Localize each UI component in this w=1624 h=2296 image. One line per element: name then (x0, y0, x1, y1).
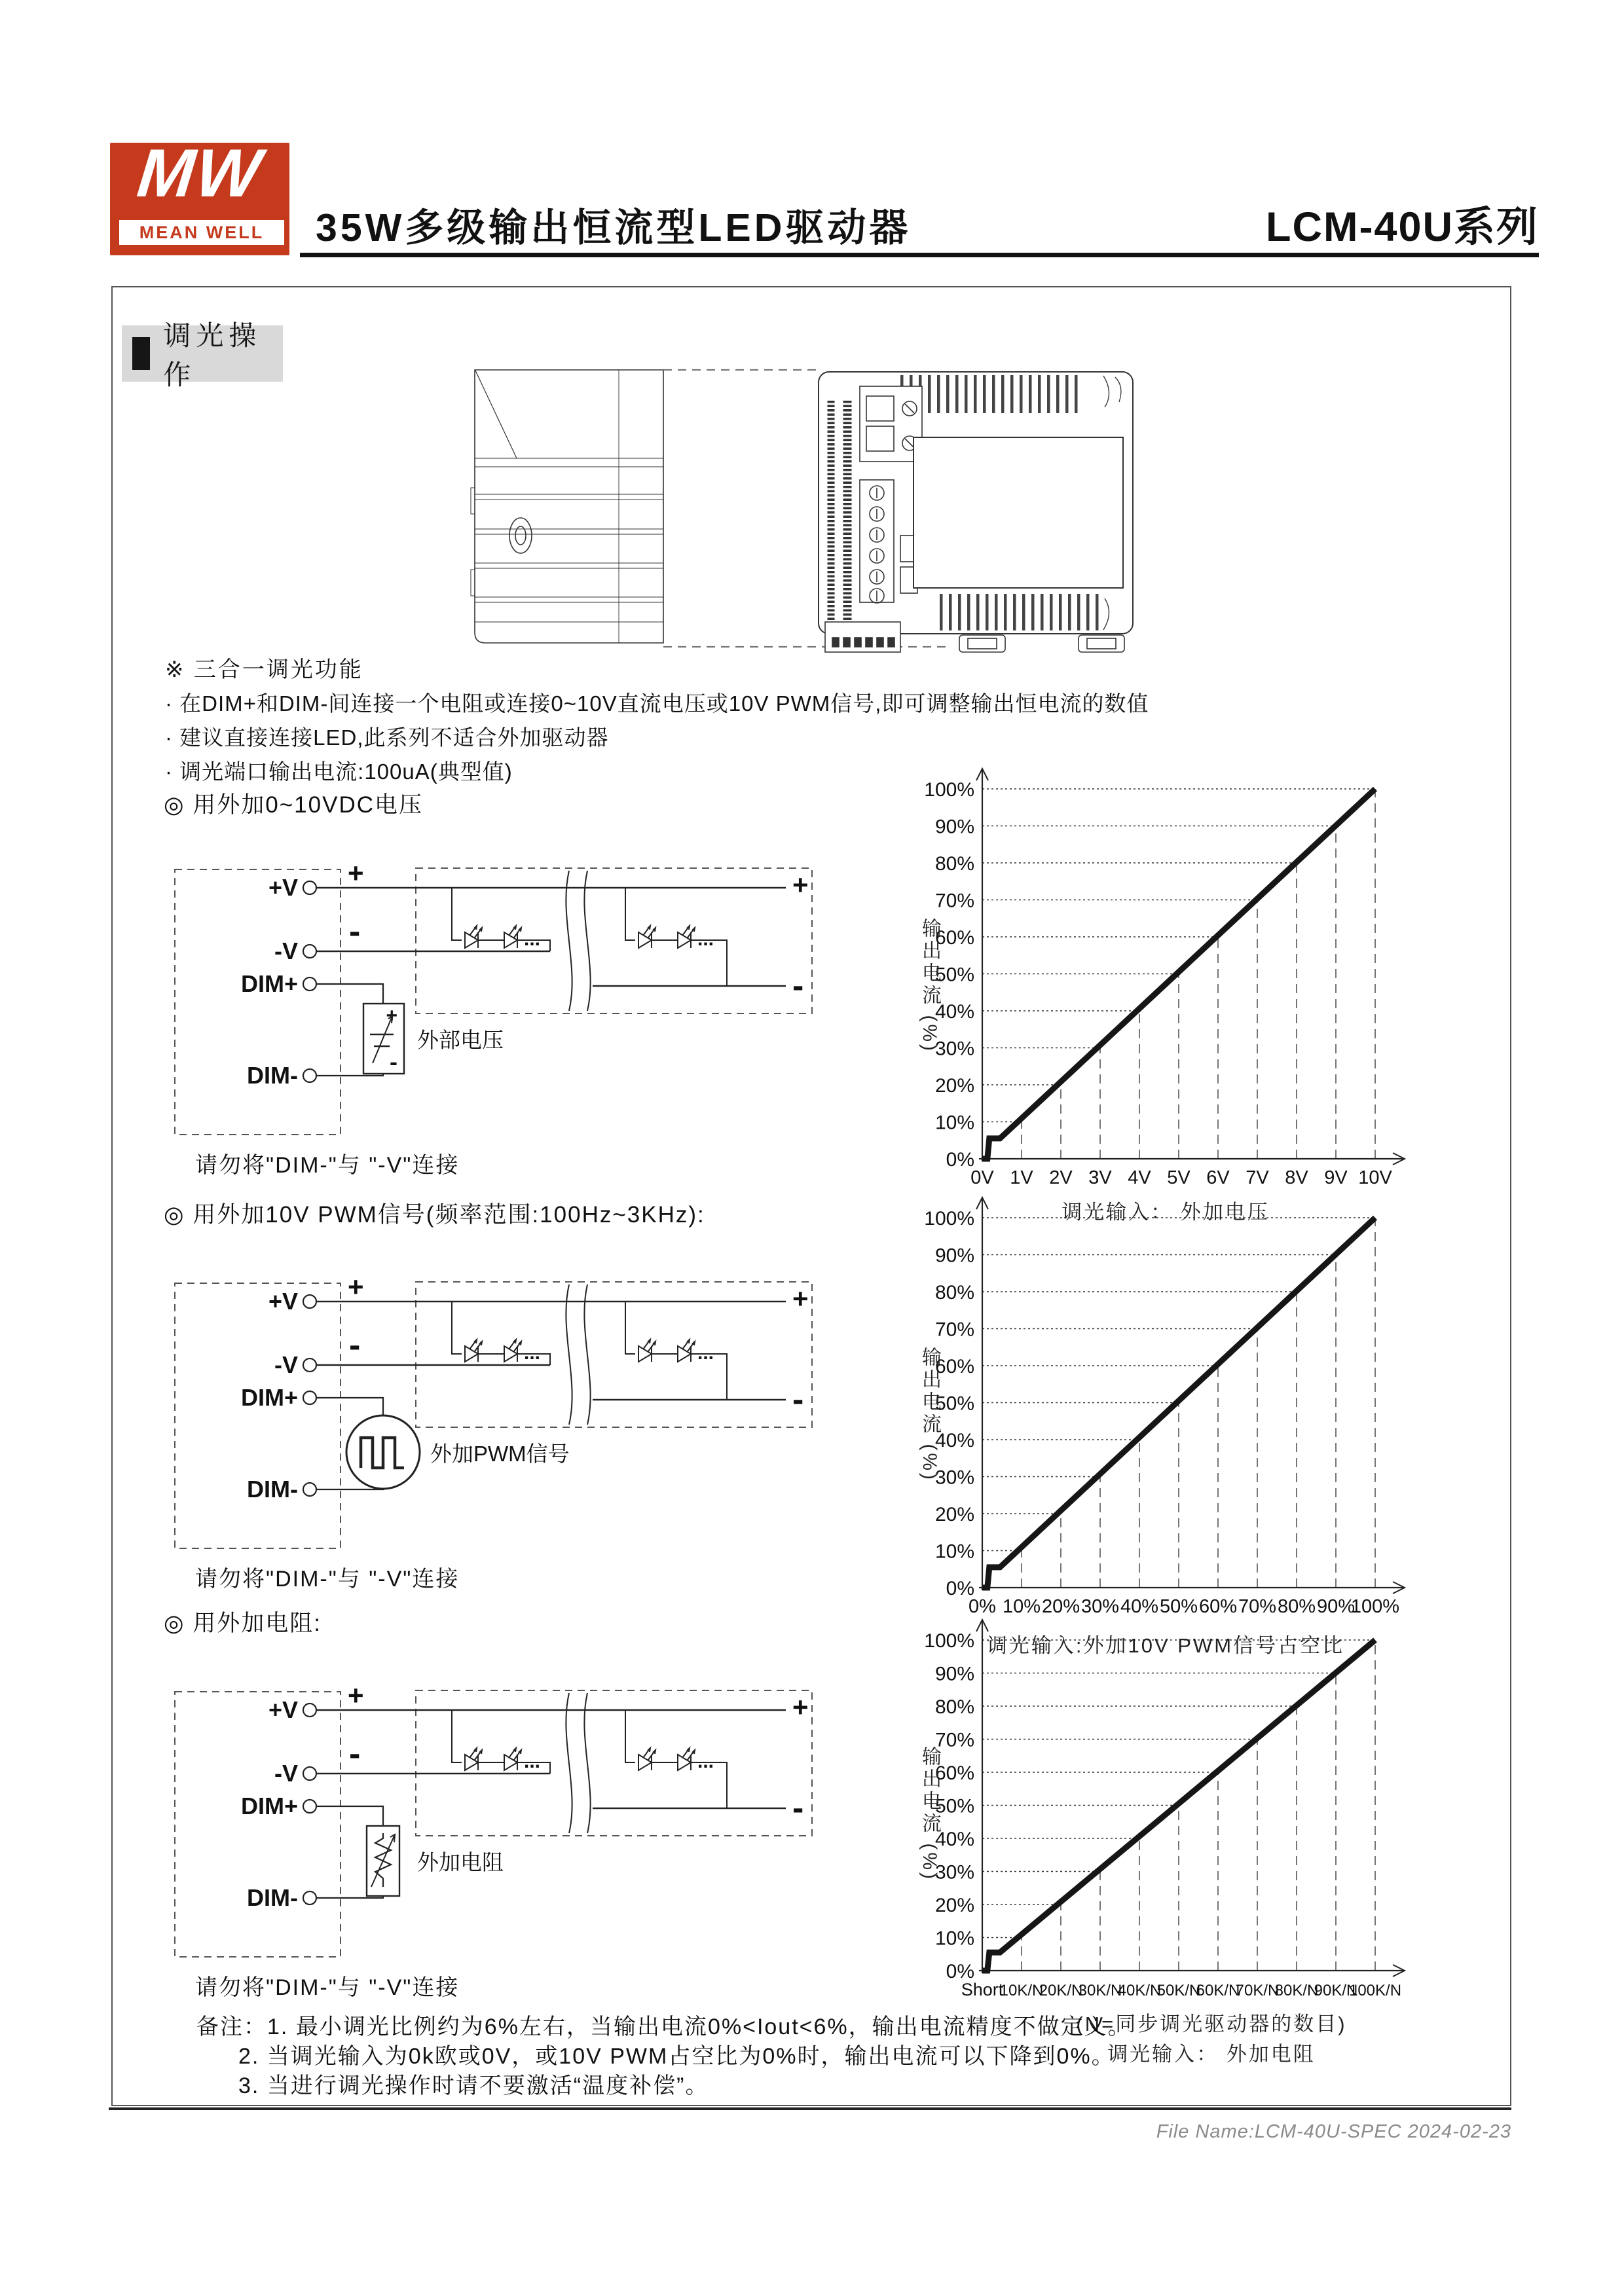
y-tick-label: 90% (934, 1663, 974, 1685)
x-tick-label: 1V (1010, 1167, 1033, 1188)
note-num: 1. (267, 2014, 289, 2039)
y-tick-label: 50% (934, 1393, 974, 1415)
y-axis-label: 输出电流 (%) (919, 1745, 940, 1882)
y-tick-label: 100% (924, 1630, 974, 1652)
terminal-DIM+ (303, 1391, 316, 1404)
terminal-label: +V (268, 1288, 298, 1315)
section-heading-resistor: ◎ 用外加电阻: (164, 1611, 322, 1636)
series-name: LCM-40U系列 (1265, 204, 1539, 250)
led-icon (678, 926, 695, 948)
circuit-diagram-voltage (167, 863, 822, 1141)
dip-switch (825, 622, 900, 652)
intro-bullet: · 调光端口输出电流:100uA(典型值) (165, 759, 513, 784)
intro-bullet: · 在DIM+和DIM-间连接一个电阻或连接0~10V直流电压或10V PWM信号,即可调整输出恒电流的数值 (165, 691, 1149, 716)
led-icon (638, 1748, 655, 1770)
source-label: 外部电压 (417, 1028, 504, 1052)
terminal-DIM+ (303, 977, 316, 991)
frame-bottom-rule (109, 2107, 1511, 2110)
driver-outline (175, 869, 341, 1135)
led-icon (465, 1748, 482, 1770)
y-tick-label: 80% (934, 1696, 974, 1718)
y-tick-label: 0% (946, 1578, 974, 1599)
y-tick-label: 90% (934, 816, 974, 838)
terminal-label: DIM+ (240, 1384, 298, 1411)
y-tick-label: 30% (934, 1861, 974, 1884)
section-heading-pwm: ◎ 用外加10V PWM信号(频率范围:100Hz~3KHz): (164, 1202, 705, 1228)
terminal--V (303, 1358, 316, 1372)
x-tick-label: 3V (1088, 1167, 1112, 1188)
y-tick-label: 20% (934, 1075, 974, 1097)
svg-text:...: ... (524, 1751, 541, 1772)
y-tick-label: 80% (934, 1282, 974, 1303)
polarity-minus: - (349, 1326, 361, 1364)
mw-logo-mark: MW (134, 136, 266, 211)
y-tick-label: 10% (934, 1927, 974, 1950)
x-tick-label: 70K/N (1235, 1982, 1280, 1999)
circuit-diagram-resistor (167, 1685, 822, 1963)
y-tick-label: 60% (934, 1356, 974, 1377)
circuit-diagram-pwm (167, 1277, 822, 1555)
x-tick-label: 80% (1277, 1596, 1316, 1617)
source-label: 外加PWM信号 (430, 1442, 570, 1466)
device-drawing (455, 360, 1143, 655)
wire-dim-plus (316, 1806, 383, 1826)
file-name-footer: File Name:LCM-40U-SPEC 2024-02-23 (1156, 2121, 1511, 2142)
dimming-curve (982, 789, 1375, 1159)
terminal-label: -V (274, 938, 298, 964)
y-axis-label: 输出电流 (%) (919, 1346, 940, 1482)
y-tick-label: 0% (946, 1961, 974, 1982)
chart-caption: 调光输入： 外加电压 (1061, 1201, 1270, 1224)
load-plus: + (792, 1283, 809, 1314)
external-voltage-source-icon (363, 1004, 404, 1074)
y-tick-label: 10% (934, 1112, 974, 1134)
led-icon (504, 1748, 521, 1770)
led-icon (465, 1339, 482, 1362)
y-tick-label: 10% (934, 1540, 974, 1563)
x-tick-label: 8V (1285, 1167, 1308, 1188)
terminal-DIM- (303, 1891, 316, 1904)
section-heading-vdc: ◎ 用外加0~10VDC电压 (164, 792, 423, 818)
svg-text:...: ... (697, 928, 714, 950)
x-tick-label: 20% (1041, 1596, 1080, 1617)
terminal--V (303, 945, 316, 958)
y-tick-label: 90% (934, 1245, 974, 1267)
led-icon (678, 1339, 695, 1362)
x-tick-label: 9V (1324, 1167, 1348, 1188)
y-tick-label: 100% (924, 1208, 974, 1230)
dimming-curve (982, 1218, 1375, 1588)
svg-text:-: - (390, 1048, 397, 1075)
heatsink-fins (475, 458, 663, 622)
x-tick-label: 40K/N (1117, 1982, 1162, 1999)
note-line (238, 2068, 709, 2100)
led-icon (504, 926, 521, 948)
circuit-caption: 请勿将"DIM-"与 "-V"连接 (195, 1153, 460, 1178)
break-mark (584, 1693, 590, 1833)
x-tick-label: 2V (1049, 1167, 1073, 1188)
y-tick-label: 80% (934, 853, 974, 875)
tri-mode-heading: ※ 三合一调光功能 (165, 657, 363, 682)
x-tick-label: 7V (1246, 1167, 1269, 1188)
terminal-+V (303, 1704, 316, 1717)
break-mark (566, 1693, 572, 1833)
x-tick-label: 10K/N (999, 1982, 1044, 1999)
intro-bullet: · 建议直接连接LED,此系列不适合外加驱动器 (165, 725, 609, 750)
terminal-label: DIM- (247, 1884, 298, 1911)
led-icon (638, 1339, 655, 1362)
y-tick-label: 70% (934, 1729, 974, 1751)
y-tick-label: 40% (934, 1430, 974, 1451)
load-minus: - (792, 1789, 804, 1827)
x-tick-label: 10V (1358, 1167, 1392, 1188)
x-tick-label: 60K/N (1196, 1982, 1240, 1999)
x-tick-label: Short (961, 1980, 1004, 1999)
x-tick-label: 4V (1128, 1167, 1151, 1188)
y-tick-label: 100% (924, 779, 974, 801)
terminal-label: +V (268, 1696, 298, 1723)
terminal-DIM- (303, 1483, 316, 1496)
terminal-label: DIM- (247, 1476, 298, 1503)
brand-name: MEAN WELL (139, 222, 265, 242)
note-line (238, 2038, 1115, 2070)
terminal-label: +V (268, 874, 298, 901)
x-tick-label: 30K/N (1078, 1982, 1122, 1999)
y-tick-label: 40% (934, 1829, 974, 1850)
notes-label: 备注： (196, 2014, 267, 2039)
note-text: 当进行调光操作时请不要激活“温度补偿”。 (267, 2073, 709, 2098)
chart-caption: 调光输入:外加10V PWM信号占空比 (986, 1634, 1345, 1657)
polarity-minus: - (349, 1735, 361, 1773)
chart-note: (N=同步调光驱动器的数目) (1076, 2013, 1347, 2035)
x-tick-label: 60% (1198, 1596, 1238, 1617)
source-label: 外加电阻 (417, 1850, 504, 1874)
load-plus: + (792, 1692, 809, 1722)
y-tick-label: 60% (934, 927, 974, 949)
x-tick-label: 80K/N (1274, 1982, 1319, 1999)
break-mark (584, 871, 590, 1011)
x-tick-label: 70% (1238, 1596, 1277, 1617)
note-text: 当调光输入为0k欧或0V，或10V PWM占空比为0%时，输出电流可以下降到0%。 (267, 2044, 1115, 2069)
brand-band (119, 220, 284, 245)
svg-text:...: ... (524, 1342, 541, 1364)
load-minus: - (792, 967, 804, 1005)
break-mark (566, 1285, 572, 1425)
y-tick-label: 50% (934, 964, 974, 986)
meanwell-logo (110, 136, 289, 255)
led-icon (465, 926, 482, 948)
x-tick-label: 90% (1316, 1596, 1356, 1617)
dimming-operation-text: 调光操作 (163, 320, 262, 390)
note-line (196, 2009, 1132, 2041)
x-tick-label: 20K/N (1039, 1982, 1083, 1999)
y-tick-label: 0% (946, 1149, 974, 1171)
svg-text:...: ... (697, 1751, 714, 1772)
page-title: 35W多级输出恒流型LED驱动器 (316, 206, 912, 249)
terminal-label: DIM+ (240, 1793, 298, 1819)
y-tick-label: 20% (934, 1504, 974, 1525)
y-tick-label: 30% (934, 1038, 974, 1060)
led-icon (638, 926, 655, 948)
load-plus: + (792, 869, 809, 900)
circuit-caption: 请勿将"DIM-"与 "-V"连接 (195, 1975, 460, 2000)
terminal-label: -V (274, 1760, 298, 1787)
mounting-tab (1079, 635, 1124, 652)
break-mark (584, 1285, 590, 1425)
led-icon (504, 1339, 521, 1362)
y-tick-label: 40% (934, 1001, 974, 1023)
x-tick-label: 50% (1159, 1596, 1198, 1617)
x-tick-label: 6V (1206, 1167, 1230, 1188)
y-tick-label: 60% (934, 1762, 974, 1784)
terminal--V (303, 1767, 316, 1780)
header-rule (300, 253, 1539, 257)
note-num: 2. (238, 2044, 260, 2069)
x-tick-label: 100K/N (1348, 1982, 1402, 1999)
x-tick-label: 50K/N (1156, 1982, 1201, 1999)
dimming-curve-chart-resistor (907, 1601, 1411, 2020)
x-tick-label: 100% (1350, 1596, 1400, 1617)
x-tick-label: 0% (969, 1596, 996, 1617)
wire-dim-plus (316, 984, 383, 1004)
polarity-minus: - (349, 913, 361, 951)
wire-dim-plus (316, 1398, 383, 1417)
note-num: 3. (238, 2073, 260, 2098)
square-bullet-icon (132, 337, 150, 370)
polarity-plus: + (348, 863, 364, 888)
chart-caption: 调光输入： 外加电阻 (1107, 2043, 1316, 2066)
screw-hole-icon (509, 518, 532, 553)
terminal-+V (303, 1295, 316, 1308)
terminal-label: DIM+ (240, 970, 298, 997)
driver-outline (175, 1692, 341, 1957)
x-tick-label: 90K/N (1314, 1982, 1358, 1999)
terminal-+V (303, 881, 316, 894)
x-tick-label: 30% (1080, 1596, 1120, 1617)
terminal-label: DIM- (247, 1062, 298, 1089)
terminal-label: -V (274, 1351, 298, 1378)
load-minus: - (792, 1381, 804, 1419)
y-tick-label: 70% (934, 1319, 974, 1341)
break-mark (566, 871, 572, 1011)
terminal-DIM+ (303, 1800, 316, 1813)
note-text: 最小调光比例约为6%左右，当输出电流0%<Iout<6%，输出电流精度不做定义。 (295, 2014, 1132, 2039)
svg-text:...: ... (524, 928, 541, 950)
x-tick-label: 10% (1002, 1596, 1041, 1617)
terminal-DIM- (303, 1069, 316, 1082)
y-tick-label: 20% (934, 1895, 974, 1916)
svg-text:+: + (386, 1005, 397, 1027)
svg-text:...: ... (697, 1342, 714, 1364)
y-tick-label: 30% (934, 1467, 974, 1489)
y-tick-label: 50% (934, 1795, 974, 1817)
y-tick-label: 70% (934, 890, 974, 912)
dimming-curve-chart-voltage (907, 750, 1411, 1208)
polarity-plus: + (348, 1277, 364, 1302)
driver-outline (175, 1283, 341, 1548)
led-icon (678, 1748, 695, 1770)
y-axis-label: 输出电流 (%) (919, 917, 940, 1053)
dimming-operation-label (122, 320, 283, 390)
dimming-curve-chart-pwm (907, 1178, 1411, 1637)
circuit-caption: 请勿将"DIM-"与 "-V"连接 (195, 1567, 460, 1592)
x-tick-label: 5V (1167, 1167, 1190, 1188)
x-tick-label: 40% (1120, 1596, 1159, 1617)
polarity-plus: + (348, 1685, 364, 1711)
x-tick-label: 0V (970, 1167, 994, 1188)
mounting-tab (959, 635, 1005, 652)
